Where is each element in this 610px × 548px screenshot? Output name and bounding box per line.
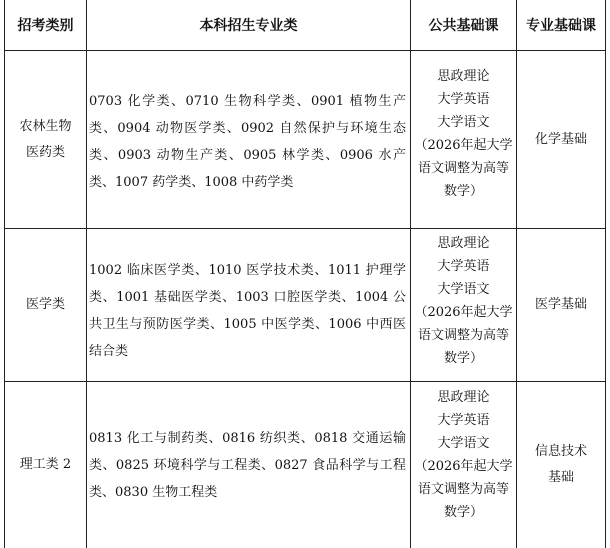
specialty-line: 信息技术 [534, 444, 587, 459]
header-public [411, 0, 516, 50]
public-course: 思政理论 [437, 69, 490, 84]
header-specialty [517, 0, 605, 50]
row-category [5, 51, 86, 228]
row-public-courses [411, 386, 516, 524]
table-border [4, 50, 606, 51]
row-public-courses [411, 232, 516, 370]
row-specialty [517, 382, 605, 548]
public-course: 大学英语 [437, 259, 490, 274]
specialty-line: 医学基础 [534, 297, 587, 312]
row-specialty [517, 229, 605, 381]
public-course-note: 数学） [443, 351, 483, 366]
public-course: 大学英语 [437, 92, 490, 107]
public-course-note: 语文调整为高等 [417, 161, 509, 176]
header-category [5, 0, 86, 50]
public-course: 大学语文 [437, 115, 490, 130]
specialty-line: 基础 [547, 470, 574, 485]
table-border [4, 228, 606, 229]
majors-text: 0813 化工与制药类、0816 纺织类、0818 交通运输类、0825 环境科学与工程类、0827 食品科学与工程类、0830 生物工程类 [89, 431, 406, 500]
public-course: 思政理论 [437, 236, 490, 251]
majors-text: 1002 临床医学类、1010 医学技术类、1011 护理学类、1001 基础医学类、1003 口腔医学类、1004 公共卫生与预防医学类、1005 中医学类、1006 中西医结合类 [89, 263, 406, 359]
row-specialty [517, 51, 605, 228]
header-specialty-label: 专业基础课 [526, 18, 596, 34]
majors-text: 0703 化学类、0710 生物科学类、0901 植物生产类、0904 动物医学类、0902 自然保护与环境生态类、0903 动物生产类、0905 林学类、0906 水产类、1007 药学类、1008 中药学类 [89, 94, 406, 190]
public-course-note: 数学） [443, 505, 483, 520]
row-category [5, 229, 86, 381]
public-course-note: （2026年起大学 [414, 138, 513, 153]
public-course: 大学语文 [437, 282, 490, 297]
row-category [5, 382, 86, 548]
public-course-note: 语文调整为高等 [417, 328, 509, 343]
specialty-line: 化学基础 [534, 131, 587, 147]
row-majors [89, 257, 410, 365]
public-course: 思政理论 [437, 390, 490, 405]
header-public-label: 公共基础课 [428, 18, 499, 34]
category-line: 医药类 [25, 144, 65, 160]
public-course-note: （2026年起大学 [414, 459, 513, 474]
public-course: 大学语文 [437, 436, 490, 451]
table-border [605, 0, 606, 548]
public-course: 大学英语 [437, 413, 490, 428]
category-line: 理工类 2 [19, 457, 72, 472]
header-majors-label: 本科招生专业类 [199, 18, 298, 34]
row-majors [89, 425, 410, 506]
header-category-label: 招考类别 [17, 18, 74, 34]
row-public-courses [411, 65, 516, 203]
table-border [4, 381, 606, 382]
header-majors [87, 0, 410, 50]
category-line: 农林生物 [19, 118, 72, 134]
public-course-note: 数学） [443, 184, 483, 199]
public-course-note: 语文调整为高等 [417, 482, 509, 497]
category-line: 医学类 [25, 297, 65, 312]
table-border [86, 0, 87, 548]
row-majors [89, 88, 410, 196]
public-course-note: （2026年起大学 [414, 305, 513, 320]
